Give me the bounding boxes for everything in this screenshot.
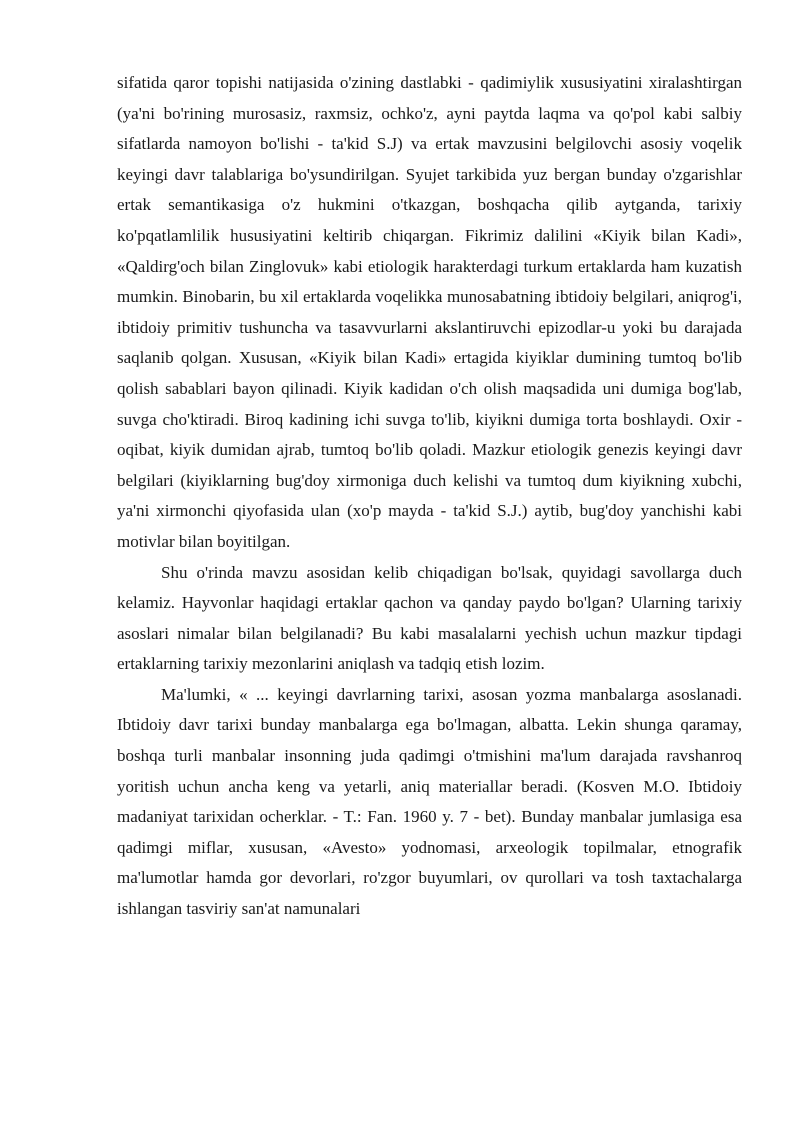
paragraph-1: sifatida qaror topishi natijasida o'zining dastlabki - qadimiylik xususiyatini xiralashtirgan (ya'ni bo'rining murosasiz, raxmsiz, ochko'z, ayni paytda laqma va qo'pol kabi salbiy sifatlarda namoyon bo'lishi - ta'kid S.J) va ertak mavzusini belgilovchi asosiy voqelik keyingi davr talablariga bo'ysundirilgan. Syujet tarkibida yuz bergan bunday o'zgarishlar ertak semantikasiga o'z hukmini o'tkazgan, boshqacha qilib aytganda, tarixiy ko'pqatlamlilik hususiyatini keltirib chiqargan. Fikrimiz dalilini «Kiyik bilan Kadi», «Qaldirg'och bilan Zinglovuk» kabi etiologik harakterdagi turkum ertaklarda ham kuzatish mumkin. Binobarin, bu xil ertaklarda voqelikka munosabatning ibtidoiy belgilari, aniqrog'i, ibtidoiy primitiv tushuncha va tasavvurlarni akslantiruvchi epizodlar-u yoki bu darajada saqlanib qolgan. Xususan, «Kiyik bilan Kadi» ertagida kiyiklar dumining tumtoq bo'lib qolish sabablari bayon qilinadi. Kiyik kadidan o'ch olish maqsadida uni dumiga bog'lab, suvga cho'ktiradi. Biroq kadining ichi suvga to'lib, kiyikni dumiga torta boshlaydi. Oxir - oqibat, kiyik dumidan ajrab, tumtoq bo'lib qoladi. Mazkur etiologik genezis keyingi davr belgilari (kiyiklarning bug'doy xirmoniga duch kelishi va tumtoq dum kiyikning xubchi, ya'ni xirmonchi qiyofasida ulan (xo'p mayda - ta'kid S.J.) aytib, bug'doy yanchishi kabi motivlar bilan boyitilgan. [117, 73, 742, 551]
body-text [117, 68, 742, 925]
paragraph-3: Ma'lumki, « ... keyingi davrlarning tarixi, asosan yozma manbalarga asoslanadi. Ibtidoiy davr tarixi bunday manbalarga ega bo'lmagan, albatta. Lekin shunga qaramay, boshqa turli manbalar insonning juda qadimgi o'tmishini ma'lum darajada ravshanroq yoritish uchun ancha keng va yetarli, aniq materiallar beradi. (Kosven M.O. Ibtidoiy madaniyat tarixidan ocherklar. - T.: Fan. 1960 y. 7 - bet). Bunday manbalar jumlasiga esa qadimgi miflar, xususan, «Avesto» yodnomasi, arxeologik topilmalar, etnografik ma'lumotlar hamda gor devorlari, ro'zgor buyumlari, ov qurollari va tosh taxtachalarga ishlangan tasviriy san'at namunalari [117, 684, 742, 919]
paragraph-2: Shu o'rinda mavzu asosidan kelib chiqadigan bo'lsak, quyidagi savollarga duch kelamiz. Hayvonlar haqidagi ertaklar qachon va qanday paydo bo'lgan? Ularning tarixiy asoslari nimalar bilan belgilanadi? Bu kabi masalalarni yechish uchun mazkur tipdagi ertaklarning tarixiy mezonlarini aniqlash va tadqiq etish lozim. [117, 562, 742, 674]
